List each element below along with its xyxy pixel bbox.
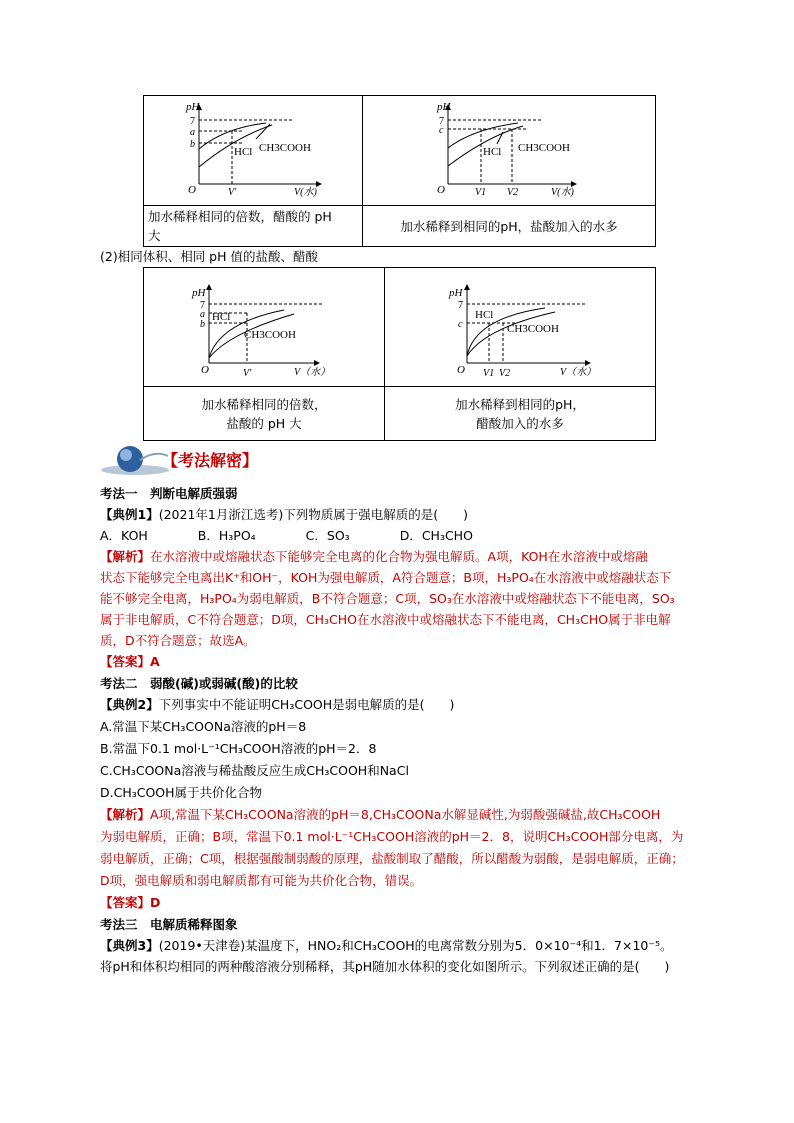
label-hcl: HCl	[234, 146, 253, 158]
example-label: 【典例2】	[100, 697, 159, 712]
example-label: 【典例3】	[100, 938, 159, 953]
graph-cell-right	[363, 96, 656, 206]
tick-b: b	[200, 319, 205, 330]
tick-a: a	[200, 309, 205, 320]
k2-option-a: A.常温下某CH₃COONa溶液的pH＝8	[100, 719, 307, 734]
k2-option-c: C.CH₃COONa溶液与稀盐酸反应生成CH₃COOH和NaCl	[100, 763, 409, 778]
analysis-label: 【解析】	[100, 807, 151, 822]
tick-a: a	[190, 127, 195, 138]
k1-example	[100, 504, 720, 525]
label-ch3cooh: CH3COOH	[244, 329, 296, 341]
tick-v1: V1	[483, 368, 495, 379]
tick-v1: V1	[475, 187, 487, 198]
label-hcl: HCl	[212, 311, 231, 323]
tick-7: 7	[439, 116, 444, 127]
caption-right: 加水稀释到相同的pH，盐酸加入的水多	[363, 206, 656, 247]
label-hcl: HCl	[475, 309, 494, 321]
axis-label-ph: pH	[449, 287, 463, 299]
example-question: 下列事实中不能证明CH₃COOH是弱电解质的是( )	[158, 697, 455, 712]
k2-option-d: D.CH₃COOH属于共价化合物	[100, 785, 263, 800]
axis-label-v: V（水）	[294, 367, 331, 378]
k1-analysis-line-1: 【解析】在水溶液中或熔融状态下能够完全电离的化合物为强电解质。A项，KOH在水溶液中或熔融	[100, 549, 648, 564]
graph-cell-left	[144, 96, 363, 206]
k2-analysis-line-2: 为弱电解质，正确；B项，常温下0.1 mol·L⁻¹CH₃COOH溶液的pH＝2．8，说明CH₃COOH部分电离，为	[100, 829, 684, 844]
k2-analysis-line-3: 弱电解质，正确；C项，根据强酸制弱酸的原理，盐酸制取了醋酸，所以醋酸为弱酸，是弱电解质，正确；	[100, 851, 684, 866]
axis-label-ph: pH	[186, 101, 200, 113]
k2-option-b: B.常温下0.1 mol·L⁻¹CH₃COOH溶液的pH＝2．8	[100, 741, 377, 756]
tick-vprime: V'	[228, 187, 237, 198]
k1-options: A．KOH B．H₃PO₄ C．SO₃ D．CH₃CHO	[100, 528, 473, 543]
k3-line-2: 将pH和体积均相同的两种酸溶液分别稀释，其pH随加水体积的变化如图所示。下列叙述正确的是( )	[100, 959, 670, 974]
k2-answer: 【答案】D	[100, 895, 161, 910]
tick-7: 7	[200, 300, 205, 311]
axis-label-v: V（水）	[560, 367, 597, 378]
axis-label-ph: pH	[437, 101, 451, 113]
tick-7: 7	[190, 116, 195, 127]
label-hcl: HCl	[483, 146, 502, 158]
k2-analysis-line-1: 【解析】A项,常温下某CH₃COONa溶液的pH＝8,CH₃COONa水解显碱性,为弱酸强碱盐,故CH₃COOH	[100, 807, 661, 822]
section2-title: (2)相同体积、相同 pH 值的盐酸、醋酸	[100, 249, 318, 264]
tick-v2: V2	[507, 187, 519, 198]
axis-label-ph: pH	[192, 287, 206, 299]
graph-cell-right	[385, 268, 656, 387]
example-question: (2021年1月浙江选考)下列物质属于强电解质的是( )	[158, 507, 468, 522]
label-ch3cooh: CH3COOH	[507, 323, 559, 335]
dilution-graph-equal-ph-right	[385, 268, 655, 383]
comparison-table-1	[143, 95, 656, 247]
graph-cell-left	[144, 268, 385, 387]
banner-title: 【考法解密】	[162, 451, 259, 470]
caption-left: 加水稀释相同的倍数， 盐酸的 pH 大	[144, 387, 385, 441]
k1-analysis-line-3: 能不够完全电离，H₃PO₄为弱电解质，B不符合题意；C项，SO₃在水溶液中或熔融状态下不能电离，SO₃	[100, 591, 675, 606]
dilution-graph-equal-conc-right	[363, 96, 655, 202]
k3-example	[100, 935, 720, 956]
example-question: (2019•天津卷)某温度下，HNO₂和CH₃COOH的电离常数分别为5．0×10⁻⁴和1．7×10⁻⁵。	[158, 938, 673, 953]
tick-v2: V2	[499, 368, 511, 379]
globe-icon	[100, 442, 170, 478]
origin-label: O	[437, 184, 445, 196]
comparison-table-2	[143, 267, 656, 441]
k2-title: 考法二 弱酸(碱)或弱碱(酸)的比较	[100, 676, 298, 691]
tick-b: b	[190, 139, 195, 150]
origin-label: O	[457, 364, 465, 376]
k2-analysis-line-4: D项，强电解质和弱电解质都有可能为共价化合物，错误。	[100, 873, 423, 888]
axis-label-v: V(水)	[551, 187, 574, 198]
dilution-graph-equal-ph-left	[144, 268, 384, 383]
example-label: 【典例1】	[100, 507, 159, 522]
axis-label-v: V(水)	[294, 187, 317, 198]
tick-7: 7	[458, 300, 463, 311]
origin-label: O	[201, 364, 209, 376]
caption-right: 加水稀释到相同的pH， 醋酸加入的水多	[385, 387, 656, 441]
tick-vprime: V'	[243, 368, 252, 379]
k1-analysis-line-2: 状态下能够完全电离出K⁺和OH⁻，KOH为强电解质，A符合题意；B项，H₃PO₄在水溶液中或熔融状态下	[100, 570, 672, 585]
label-ch3cooh: CH3COOH	[518, 142, 570, 154]
k1-answer: 【答案】A	[100, 654, 160, 669]
dilution-graph-equal-conc-left	[144, 96, 362, 202]
section-banner	[100, 442, 310, 478]
tick-c: c	[458, 319, 463, 330]
k2-example	[100, 694, 720, 715]
k3-title: 考法三 电解质稀释图象	[100, 917, 238, 932]
analysis-label: 【解析】	[100, 549, 151, 564]
origin-label: O	[188, 184, 196, 196]
caption-left: 加水稀释相同的倍数，醋酸的 pH 大	[144, 206, 363, 247]
k1-analysis-line-5: 质，D不符合题意；故选A。	[100, 633, 256, 648]
k1-title: 考法一 判断电解质强弱	[100, 486, 238, 501]
label-ch3cooh: CH3COOH	[259, 142, 311, 154]
k1-analysis-line-4: 属于非电解质，C不符合题意；D项，CH₃CHO在水溶液中或熔融状态下不能电离，CH₃CHO属于非电解	[100, 612, 671, 627]
tick-c: c	[439, 125, 444, 136]
